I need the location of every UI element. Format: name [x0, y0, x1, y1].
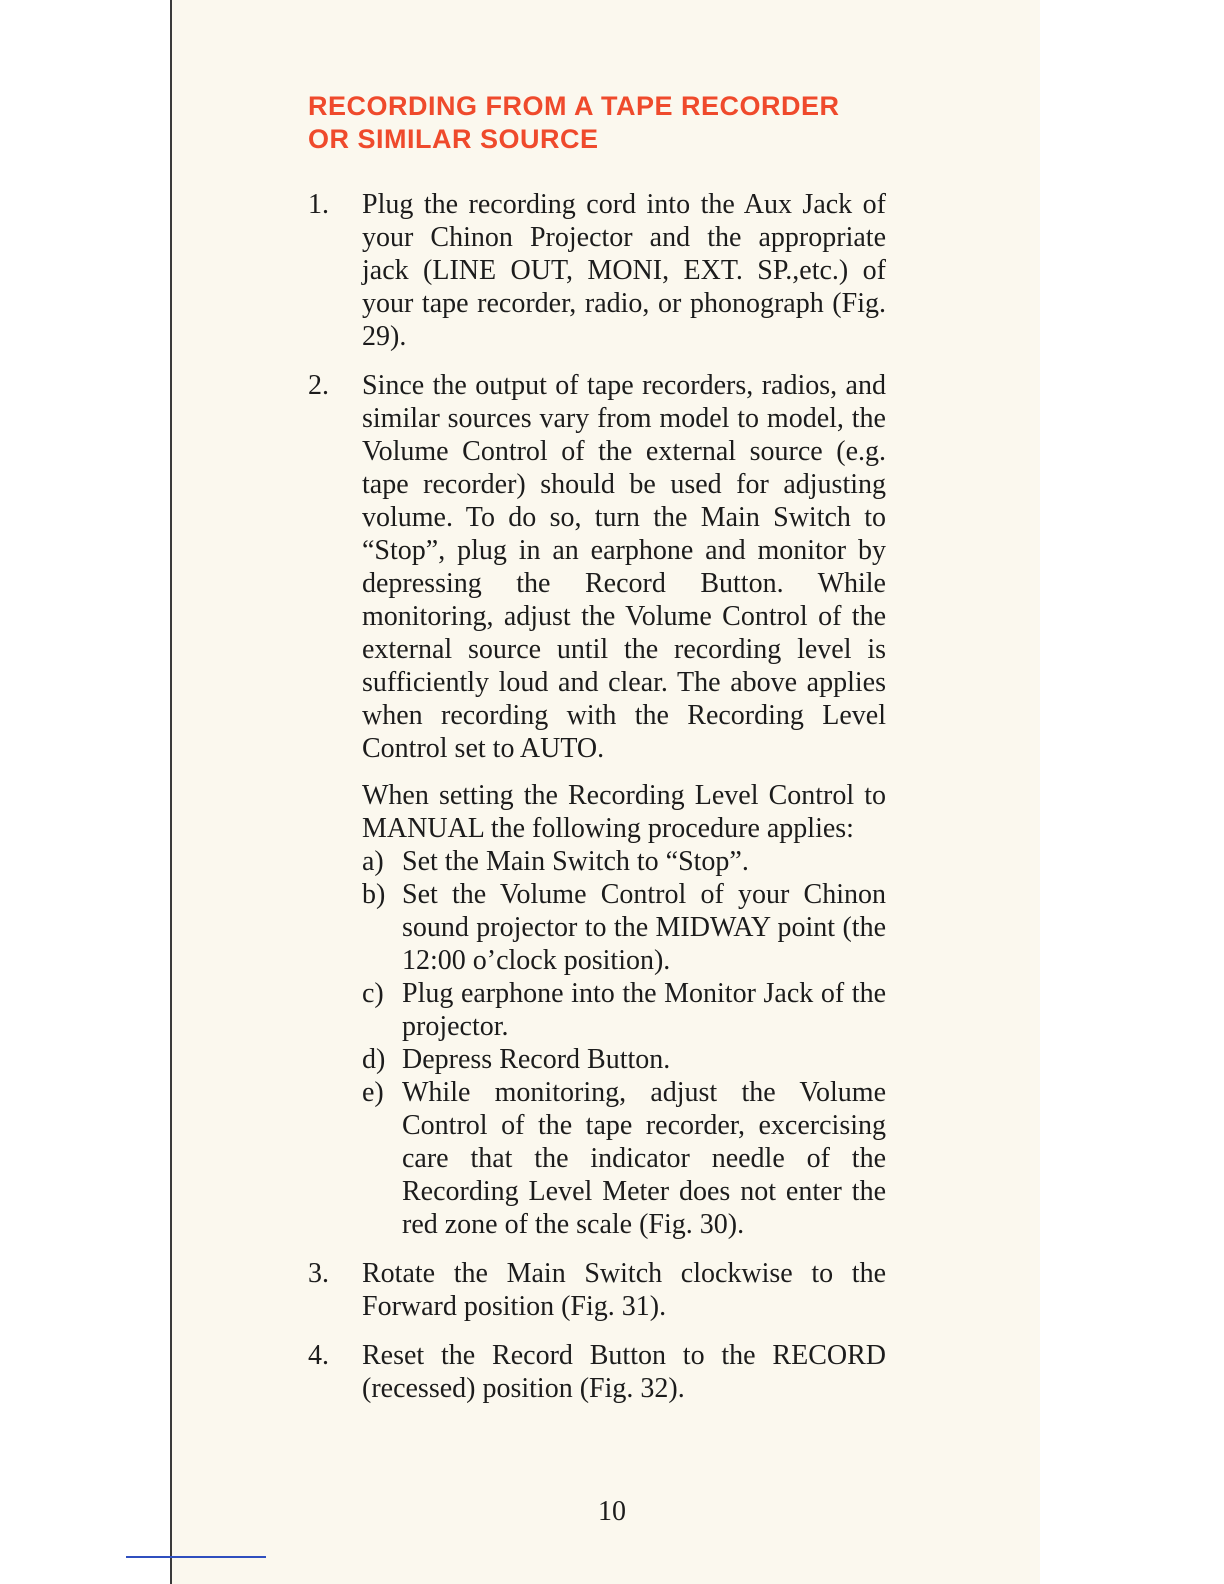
step-4	[308, 1339, 886, 1405]
step-paragraph: Since the output of tape recorders, radios, and similar sources vary from model to model, the Volume Control of the external source (e.g. tape recorder) should be used for adjusting volume. To do so, turn the Main Switch to “Stop”, plug in an earphone and monitor by depressing the Record Button. While monitoring, adjust the Volume Control of the external source until the recording level is sufficiently loud and clear. The above applies when recording with the Recording Level Control set to AUTO.	[362, 370, 886, 764]
substep-text: Set the Volume Control of your Chinon sound projector to the MIDWAY point (the 12:00 o’clock position).	[402, 879, 886, 976]
substep-text: Plug earphone into the Monitor Jack of the projector.	[402, 978, 886, 1042]
substep-b	[362, 878, 886, 977]
heading-line-1: RECORDING FROM A TAPE RECORDER	[308, 91, 840, 121]
step-2	[308, 369, 886, 1241]
step-paragraph: Rotate the Main Switch clockwise to the Forward position (Fig. 31).	[362, 1258, 886, 1322]
step-3	[308, 1257, 886, 1323]
substep-label: c)	[362, 978, 384, 1009]
heading-line-2: OR SIMILAR SOURCE	[308, 124, 599, 154]
page-number: 10	[598, 1496, 626, 1527]
step-number: 1.	[308, 189, 329, 220]
step-paragraph: When setting the Recording Level Control to MANUAL the following procedure applies:	[362, 780, 886, 844]
substep-c	[362, 977, 886, 1043]
step-number: 4.	[308, 1340, 329, 1371]
substep-label: b)	[362, 879, 386, 910]
substep-label: a)	[362, 846, 384, 877]
substep-list	[362, 845, 886, 1241]
step-number: 3.	[308, 1258, 329, 1289]
substep-text: While monitoring, adjust the Volume Control of the tape recorder, excercising care that the indicator needle of the Recording Level Meter does not enter the red zone of the scale (Fig. 30).	[402, 1077, 886, 1240]
substep-text: Depress Record Button.	[402, 1044, 671, 1075]
step-body	[362, 1339, 886, 1405]
step-body	[362, 188, 886, 353]
step-body	[362, 369, 886, 1241]
substep-d	[362, 1043, 886, 1076]
substep-label: e)	[362, 1077, 384, 1108]
step-number: 2.	[308, 370, 329, 401]
binding-edge-line	[170, 0, 172, 1584]
step-paragraph: Reset the Record Button to the RECORD (recessed) position (Fig. 32).	[362, 1340, 886, 1404]
step-paragraph: Plug the recording cord into the Aux Jack of your Chinon Projector and the appropriate jack (LINE OUT, MONI, EXT. SP.,etc.) of your tape recorder, radio, or phonograph (Fig. 29).	[362, 189, 886, 352]
footer-rule	[126, 1556, 266, 1558]
page-content	[308, 90, 886, 1421]
section-heading	[308, 90, 886, 156]
substep-text: Set the Main Switch to “Stop”.	[402, 846, 749, 877]
substep-label: d)	[362, 1044, 386, 1075]
substep-e	[362, 1076, 886, 1241]
substep-a	[362, 845, 886, 878]
step-1	[308, 188, 886, 353]
step-body	[362, 1257, 886, 1323]
